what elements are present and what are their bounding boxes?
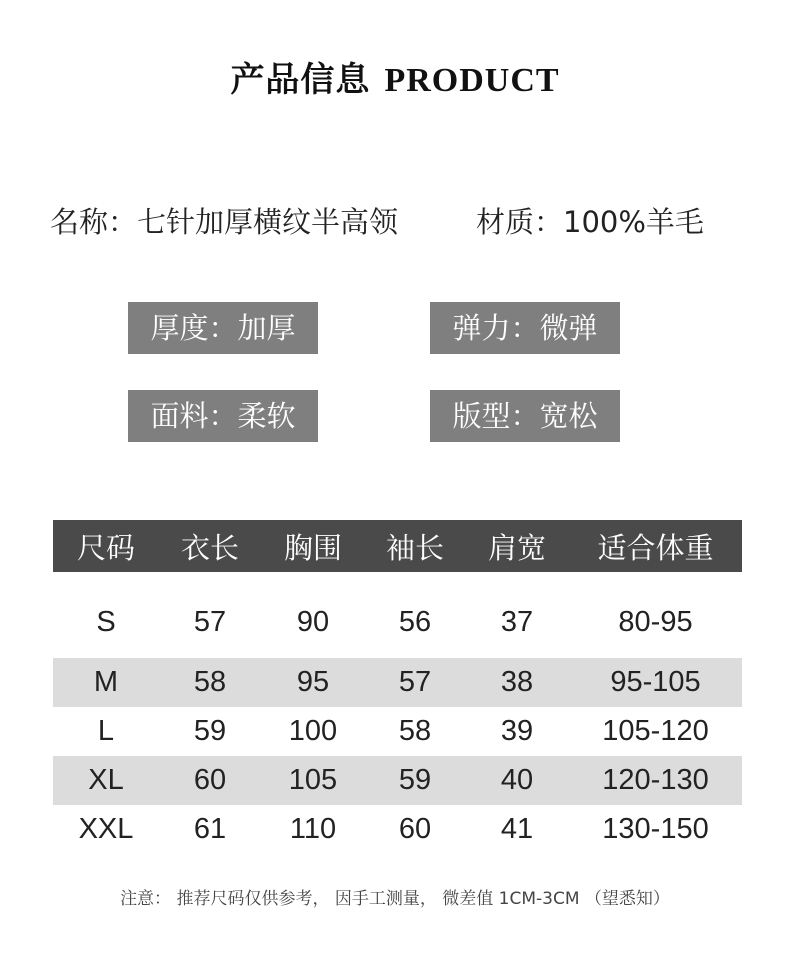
table-cell: 80-95 — [618, 605, 693, 638]
fabric-tag: 面料：柔软 — [128, 390, 318, 442]
table-cell: L — [97, 715, 115, 747]
page-title — [0, 52, 790, 101]
table-cell: 56 — [398, 605, 432, 638]
table-cell: 37 — [500, 605, 534, 638]
table-cell: 41 — [500, 813, 534, 845]
table-row — [53, 572, 742, 658]
header-shoulder: 肩宽 — [465, 520, 569, 572]
table-cell: 59 — [365, 756, 465, 805]
elastic-tag: 弹力：微弹 — [430, 302, 620, 354]
table-header-row — [53, 520, 742, 572]
table-cell: 95 — [261, 658, 365, 707]
header-chest: 胸围 — [261, 520, 365, 572]
table-cell: 60 — [159, 756, 261, 805]
table-cell: 130-150 — [602, 813, 709, 845]
header-sleeve: 袖长 — [365, 520, 465, 572]
table-cell: XL — [53, 756, 159, 805]
header-size: 尺码 — [53, 520, 159, 572]
table-cell: M — [53, 658, 159, 707]
title-cn: 产品信息 — [230, 60, 371, 100]
table-cell: 58 — [159, 658, 261, 707]
table-cell: 57 — [193, 605, 227, 638]
table-cell: 120-130 — [569, 756, 742, 805]
table-cell: 58 — [398, 715, 432, 747]
table-cell: 90 — [296, 605, 330, 638]
table-cell: 40 — [465, 756, 569, 805]
table-cell: 105-120 — [602, 715, 709, 747]
size-table — [53, 520, 742, 854]
product-name: 名称：七针加厚横纹半高领 — [50, 205, 399, 239]
table-cell: 61 — [193, 813, 227, 845]
table-cell: 59 — [193, 715, 227, 747]
product-material: 材质：100%羊毛 — [476, 205, 704, 239]
title-en: PRODUCT — [384, 62, 560, 99]
table-cell: 110 — [289, 813, 337, 845]
table-row — [53, 756, 742, 805]
thickness-tag: 厚度：加厚 — [128, 302, 318, 354]
table-row — [53, 658, 742, 707]
table-cell: 39 — [500, 715, 534, 747]
table-cell: 60 — [398, 813, 432, 845]
table-cell: 105 — [261, 756, 365, 805]
table-cell: 100 — [288, 715, 338, 747]
size-note: 注意： 推荐尺码仅供参考， 因手工测量， 微差值 1CM-3CM （望悉知） — [120, 889, 670, 909]
table-cell: 95-105 — [569, 658, 742, 707]
header-length: 衣长 — [159, 520, 261, 572]
header-weight: 适合体重 — [569, 520, 742, 572]
table-cell: XXL — [78, 813, 134, 845]
table-row — [53, 805, 742, 854]
table-cell: 38 — [465, 658, 569, 707]
table-cell: S — [96, 605, 116, 638]
table-row — [53, 707, 742, 756]
table-cell: 57 — [365, 658, 465, 707]
fit-tag: 版型：宽松 — [430, 390, 620, 442]
